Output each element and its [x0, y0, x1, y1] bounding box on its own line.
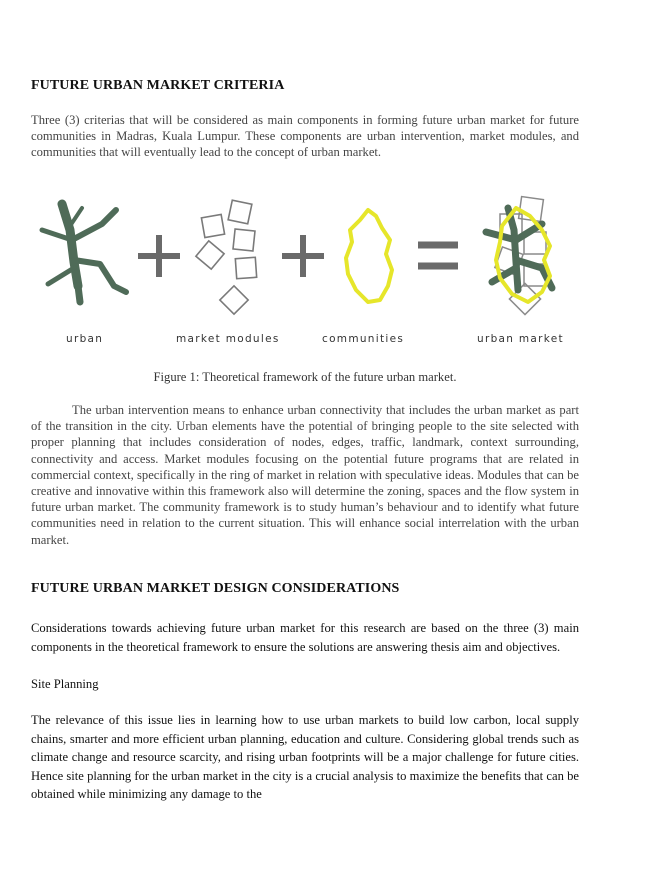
figure-label-urban-market: urban market — [477, 333, 564, 345]
figure-caption: Figure 1: Theoretical framework of the future urban market. — [153, 370, 457, 384]
equals-operator — [418, 245, 458, 266]
figure-label-urban: urban — [66, 333, 104, 345]
theoretical-framework-figure — [30, 190, 590, 320]
market-modules-illustration — [196, 200, 257, 314]
site-planning-paragraph: The relevance of this issue lies in learning how to use urban markets to build low carbon, local supply chains, smarter and more efficient urban planning, education and culture. Considering global trends such as climate change and resource scarcity, and rising urban footprints will be a major challenge for future cities. Hence site planning for the urban market in the city is a crucial analysis to maximize the benefits that can be obtained while minimizing any damage to the — [31, 713, 579, 802]
urban-market-illustration — [486, 197, 552, 315]
urban-intervention-paragraph: The urban intervention means to enhance urban connectivity that includes the urban market as part of the transition in the city. Urban elements have the potential of bringing people to the site selected with proper planning that includes consideration of nodes, edges, traffic, landmark, context surrounding, connectivity and access. Market modules focusing on the potential future programs that are related in commercial context, specifically in the ring of market in relation with speculative ideas. Modules that can be creative and innovative within this framework also will determine the zoning, spaces and the flow system in future urban market. The community framework is to study human’s behaviour and to identify what future communities need in relation to the current situation. This will enhance social interrelation with the urban market. — [31, 403, 579, 547]
considerations-intro-paragraph: Considerations towards achieving future urban market for this research are based on the three (3) main components in the theoretical framework to ensure the solutions are answering thesis aim and objectives. — [31, 621, 579, 654]
plus-operator-2 — [282, 235, 324, 277]
plus-operator-1 — [138, 235, 180, 277]
figure-label-communities: communities — [322, 333, 405, 345]
figure-label-market-modules: market modules — [176, 333, 280, 345]
criteria-intro-paragraph: Three (3) criterias that will be considered as main components in forming future urban market for future communities in Madras, Kuala Lumpur. These components are urban intervention, market modules, and communities that will eventually lead to the concept of urban market. — [31, 113, 579, 160]
communities-loop-illustration — [346, 210, 392, 302]
subheading-site-planning: Site Planning — [31, 677, 99, 691]
urban-network-illustration — [42, 204, 126, 302]
section-heading-criteria: FUTURE URBAN MARKET CRITERIA — [31, 78, 285, 93]
section-heading-design-considerations: FUTURE URBAN MARKET DESIGN CONSIDERATIONS — [31, 581, 400, 596]
